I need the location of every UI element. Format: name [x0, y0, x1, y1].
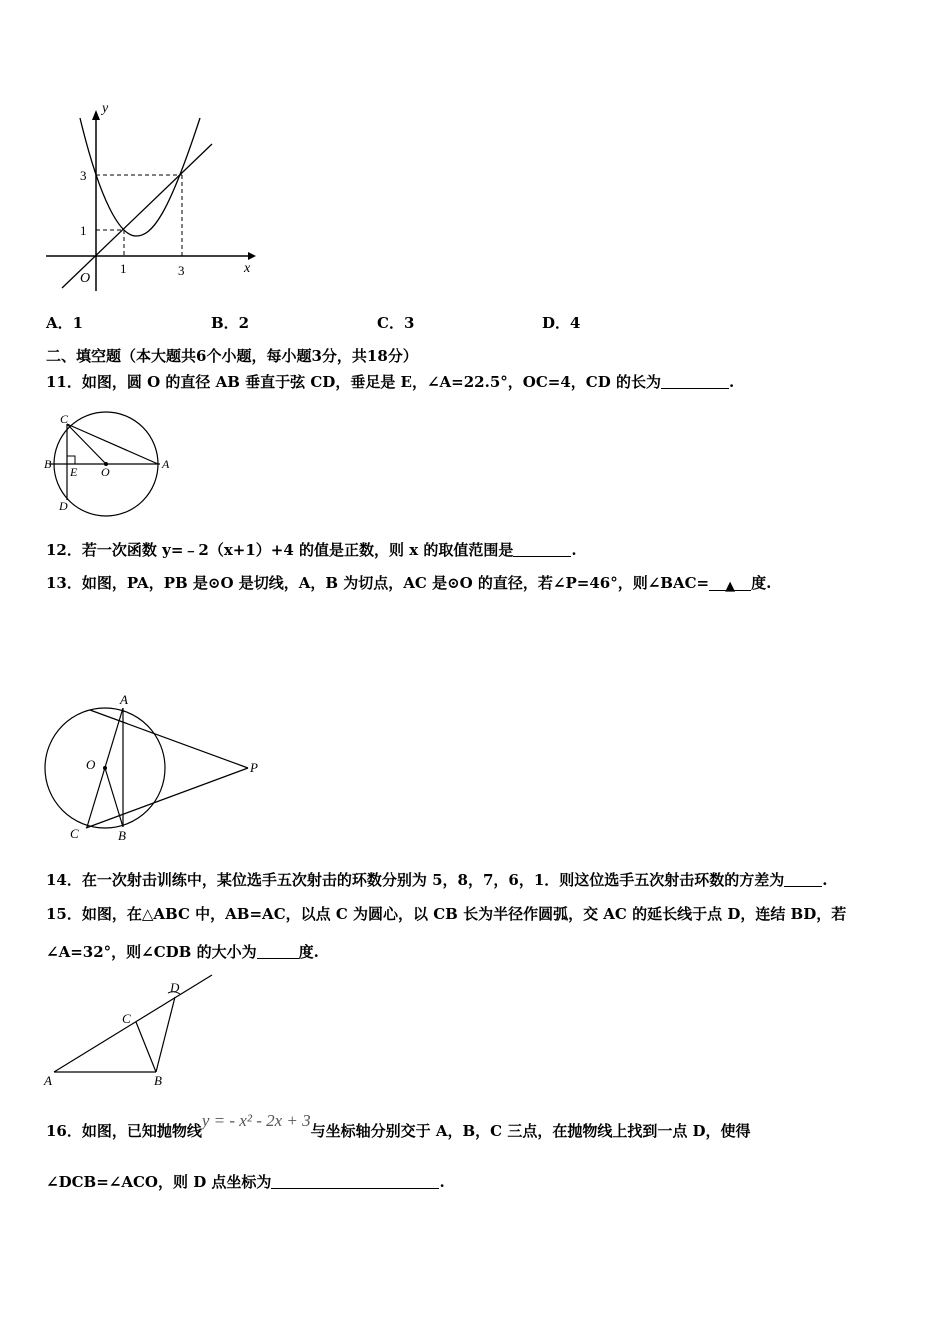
y-tick-3: 3: [80, 168, 87, 183]
answer-blank-12[interactable]: [513, 542, 571, 557]
label-c: C: [70, 826, 79, 841]
section-title: 二、填空题（本大题共6个小题，每小题3分，共18分）: [46, 347, 418, 365]
straight-line: [62, 144, 212, 288]
question-15-end: 度.: [298, 943, 319, 961]
question-13-end: 度.: [751, 574, 772, 592]
triangle-figure-q15: [40, 972, 230, 1092]
question-14-end: .: [822, 871, 828, 889]
x-tick-1: 1: [120, 261, 127, 276]
tangent-pb: [86, 768, 248, 828]
label-b: B: [154, 1073, 162, 1088]
x-axis-label: x: [244, 261, 251, 276]
label-o: O: [86, 757, 96, 772]
y-axis-arrow: [92, 110, 100, 120]
label-a: A: [120, 692, 128, 707]
y-tick-1: 1: [80, 223, 87, 238]
question-13: [46, 572, 771, 593]
option-c: C．3: [377, 314, 415, 332]
label-a: A: [44, 1073, 52, 1088]
origin-label: O: [80, 271, 91, 286]
question-15-line1: 15．如图，在△ABC 中，AB=AC，以点 C 为圆心，以 CB 长为半径作圆弧，交 AC 的延长线于点 D，连结 BD，若: [46, 905, 847, 923]
x-tick-3: 3: [178, 263, 185, 278]
question-16-part1: 16．如图，已知抛物线: [46, 1122, 202, 1140]
question-12-text: 12．若一次函数 y=﹣2（x+1）+4 的值是正数，则 x 的取值范围是: [46, 541, 514, 559]
label-b: B: [44, 457, 52, 471]
label-e: E: [70, 465, 78, 479]
option-b: B．2: [211, 314, 250, 332]
question-12: [46, 539, 577, 560]
line-ad: [54, 975, 212, 1072]
tangent-figure-q13: [38, 690, 268, 850]
question-14-text: 14．在一次射击训练中，某位选手五次射击的环数分别为 5，8，7，6，1．则这位选手五次射击环数的方差为: [46, 871, 785, 889]
answer-blank-16[interactable]: [271, 1174, 439, 1189]
answer-blank-15[interactable]: [257, 944, 299, 959]
label-o: O: [101, 465, 110, 479]
answer-blank-13[interactable]: [709, 576, 751, 594]
option-d: D．4: [542, 314, 581, 332]
answer-blank-11[interactable]: [661, 374, 729, 389]
question-16-end: .: [439, 1173, 445, 1191]
label-d: D: [59, 499, 68, 513]
question-16-part2: 与坐标轴分别交于 A，B，C 三点，在抛物线上找到一点 D，使得: [310, 1122, 751, 1140]
segment-co: [67, 424, 106, 464]
question-16-line1: [46, 1111, 751, 1141]
right-angle-mark: [67, 456, 75, 464]
label-c: C: [122, 1011, 131, 1026]
question-11-text: 11．如图，圆 O 的直径 AB 垂直于弦 CD，垂足是 E，∠A=22.5°，OC=4，CD 的长为: [46, 373, 661, 391]
question-16-line2: [46, 1171, 445, 1192]
label-a: A: [162, 457, 170, 471]
question-15-text: ∠A=32°，则∠CDB 的大小为: [46, 943, 257, 961]
question-15-line2: [46, 941, 319, 962]
label-b: B: [118, 828, 126, 843]
label-d: D: [170, 980, 180, 995]
option-a: A．1: [46, 314, 84, 332]
question-13-text: 13．如图，PA，PB 是⊙O 是切线，A，B 为切点，AC 是⊙O 的直径，若∠P=46°，则∠BAC=: [46, 574, 710, 592]
label-c: C: [60, 412, 69, 426]
question-12-end: .: [571, 541, 577, 559]
circle-figure-q11: [40, 405, 180, 515]
segment-cb: [136, 1022, 156, 1072]
question-11-end: .: [728, 373, 735, 391]
triangle-mark: ▲: [725, 579, 736, 594]
answer-blank-14[interactable]: [784, 872, 822, 887]
center-dot: [103, 766, 107, 770]
x-axis-arrow: [248, 252, 256, 260]
parabola-formula: y = - x² - 2x + 3: [201, 1111, 311, 1130]
label-p: P: [250, 760, 258, 775]
graph-figure-q10: [40, 96, 260, 296]
question-16-text: ∠DCB=∠ACO，则 D 点坐标为: [46, 1173, 272, 1191]
question-11: [46, 371, 734, 392]
segment-ca: [67, 424, 158, 464]
y-axis-label: y: [102, 101, 109, 116]
question-14: [46, 869, 828, 890]
